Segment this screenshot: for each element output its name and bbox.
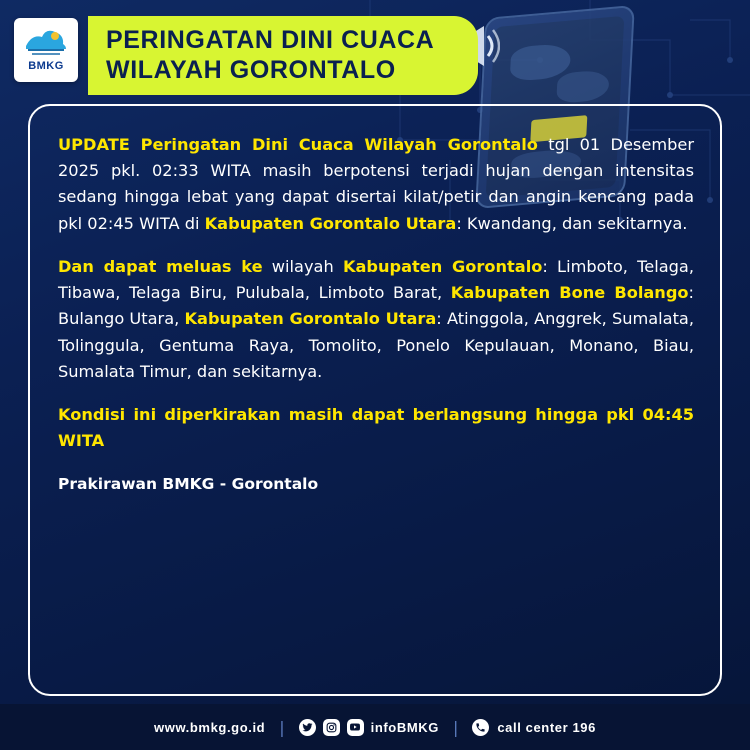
poster-header [0,0,750,100]
twitter-icon[interactable] [299,719,316,736]
p2-text-6: : Bulango Utara, [58,283,695,329]
bmkg-emblem-icon [24,28,68,58]
page-title-line2: WILAYAH GORONTALO [106,55,396,84]
p2-highlight-7: Kabupaten Gorontalo Utara [184,309,437,329]
footer-separator: | [279,717,285,737]
call-center-text: call center 196 [497,719,596,735]
social-handle[interactable]: infoBMKG [370,719,439,735]
phone-icon[interactable] [472,719,489,736]
bmkg-logo [14,18,78,82]
call-center [472,719,596,736]
p1-text-4: : Kwandang, dan sekitarnya. [456,213,688,233]
p2-highlight-5: Kabupaten Bone Bolango [450,283,689,303]
p1-highlight-3: Kabupaten Gorontalo Utara [204,213,457,233]
bmkg-logo-text: BMKG [28,60,64,72]
p1-text-2: tgl 01 Desember 2025 pkl. 02:33 WITA masih berpotensi terjadi hujan dengan intensitas sedang hingga lebat yang dapat disertai kilat/petir dan angin kencang pada pkl 02:45 WITA di [58,135,694,233]
instagram-icon[interactable] [323,719,340,736]
p2-text-2: wilayah [262,256,343,276]
p2-text-8: : Atinggola, Anggrek, Sumalata, Tolinggula, Gentuma Raya, Tomolito, Ponelo Kepulauan, Monano, Biau, Sumalata Timur, dan sekitarnya. [58,309,694,381]
paragraph-1 [58,132,694,237]
social-links [299,719,439,736]
p3-highlight: Kondisi ini diperkirakan masih dapat berlangsung hingga pkl 04:45 WITA [58,405,694,451]
paragraph-3 [58,402,694,454]
poster-footer [0,704,750,750]
warning-card [28,104,722,696]
signature: Prakirawan BMKG - Gorontalo [58,474,319,493]
footer-separator-2: | [452,717,459,737]
youtube-icon[interactable] [347,719,364,736]
paragraph-2 [58,254,694,385]
p2-text-4: : Limboto, Telaga, Tibawa, Telaga Biru, Pulubala, Limboto Barat, [58,256,694,303]
page-title-line1: PERINGATAN DINI CUACA [106,26,435,54]
p1-highlight-1: UPDATE Peringatan Dini Cuaca Wilayah Gorontalo [58,135,538,154]
p2-highlight-3: Kabupaten Gorontalo [342,256,543,276]
p2-highlight-1: Dan dapat meluas ke [58,256,263,276]
warning-body [58,132,694,497]
poster-title-plate [88,16,478,95]
website-link[interactable]: www.bmkg.go.id [154,719,266,735]
